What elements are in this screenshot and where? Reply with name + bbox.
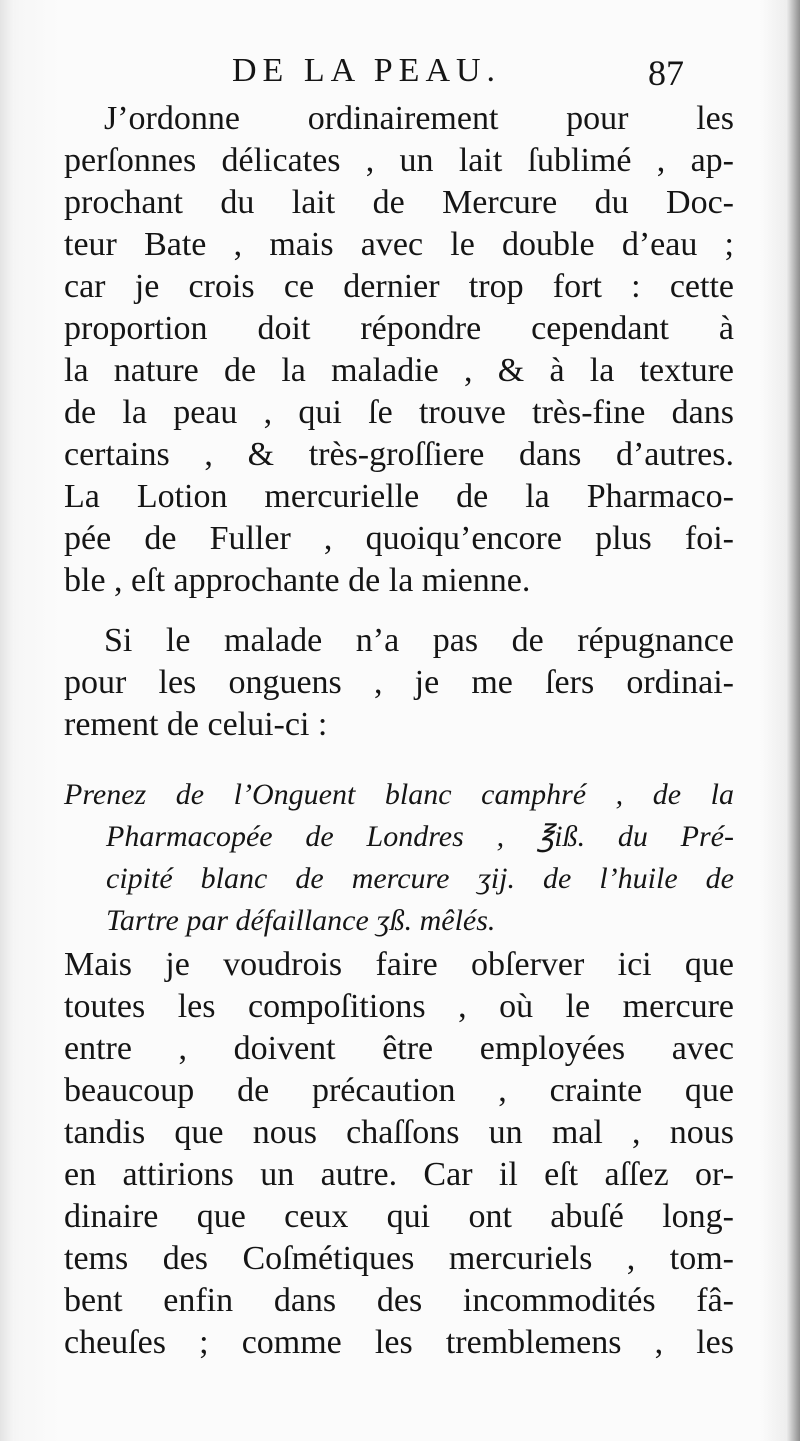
text-line: pée de Fuller , quoiqu’encore plus foi- bbox=[64, 520, 734, 557]
text-line: entre , doivent être employées avec bbox=[64, 1030, 734, 1067]
recipe-line: cipité blanc de mercure ʒij. de l’huile de bbox=[106, 862, 734, 895]
text-line: en attirions un autre. Car il eſt aſſez or- bbox=[64, 1156, 734, 1193]
text-line: La Lotion mercurielle de la Pharmaco- bbox=[64, 478, 734, 515]
text-line: toutes les compoſitions , où le mercure bbox=[64, 988, 734, 1025]
running-head: DE LA PEAU. bbox=[232, 52, 502, 89]
paragraph-1 bbox=[64, 98, 734, 602]
text-line: ble , eſt approchante de la mienne. bbox=[64, 562, 531, 599]
paragraph-3 bbox=[64, 944, 734, 1364]
page-left-edge bbox=[0, 0, 14, 1441]
text-line: la nature de la maladie , & à la texture bbox=[64, 352, 734, 389]
text-line: teur Bate , mais avec le double d’eau ; bbox=[64, 226, 734, 263]
text-line: tandis que nous chaſſons un mal , nous bbox=[64, 1114, 734, 1151]
recipe-block bbox=[64, 774, 734, 942]
text-line: perſonnes délicates , un lait ſublimé , ap- bbox=[64, 142, 734, 179]
text-line: bent enfin dans des incommodités fâ- bbox=[64, 1282, 734, 1319]
text-line: dinaire que ceux qui ont abuſé long- bbox=[64, 1198, 734, 1235]
text-line: J’ordonne ordinairement pour les bbox=[104, 100, 734, 137]
page-number: 87 bbox=[648, 53, 684, 93]
text-line: cheuſes ; comme les tremblemens , les bbox=[64, 1324, 734, 1361]
page-right-edge bbox=[786, 0, 800, 1441]
text-line: proportion doit répondre cependant à bbox=[64, 310, 734, 347]
recipe-line: Prenez de l’Onguent blanc camphré , de la bbox=[64, 778, 734, 811]
text-line: prochant du lait de Mercure du Doc- bbox=[64, 184, 734, 221]
text-line: beaucoup de précaution , crainte que bbox=[64, 1072, 734, 1109]
text-line: rement de celui-ci : bbox=[64, 706, 328, 743]
text-line: tems des Coſmétiques mercuriels , tom- bbox=[64, 1240, 734, 1277]
text-line: Mais je voudrois faire obſerver ici que bbox=[64, 946, 734, 983]
recipe-line: Pharmacopée de Londres , ℥iß. du Pré- bbox=[106, 820, 734, 853]
text-line: pour les onguens , je me ſers ordinai- bbox=[64, 664, 734, 701]
text-line: de la peau , qui ſe trouve très-fine dans bbox=[64, 394, 734, 431]
recipe-line: Tartre par défaillance ʒß. mêlés. bbox=[106, 904, 496, 937]
paragraph-2 bbox=[64, 620, 734, 746]
text-line: certains , & très-groſſiere dans d’autres. bbox=[64, 436, 734, 473]
page-header bbox=[0, 52, 800, 102]
text-line: car je crois ce dernier trop fort : cette bbox=[64, 268, 734, 305]
text-line: Si le malade n’a pas de répugnance bbox=[104, 622, 734, 659]
